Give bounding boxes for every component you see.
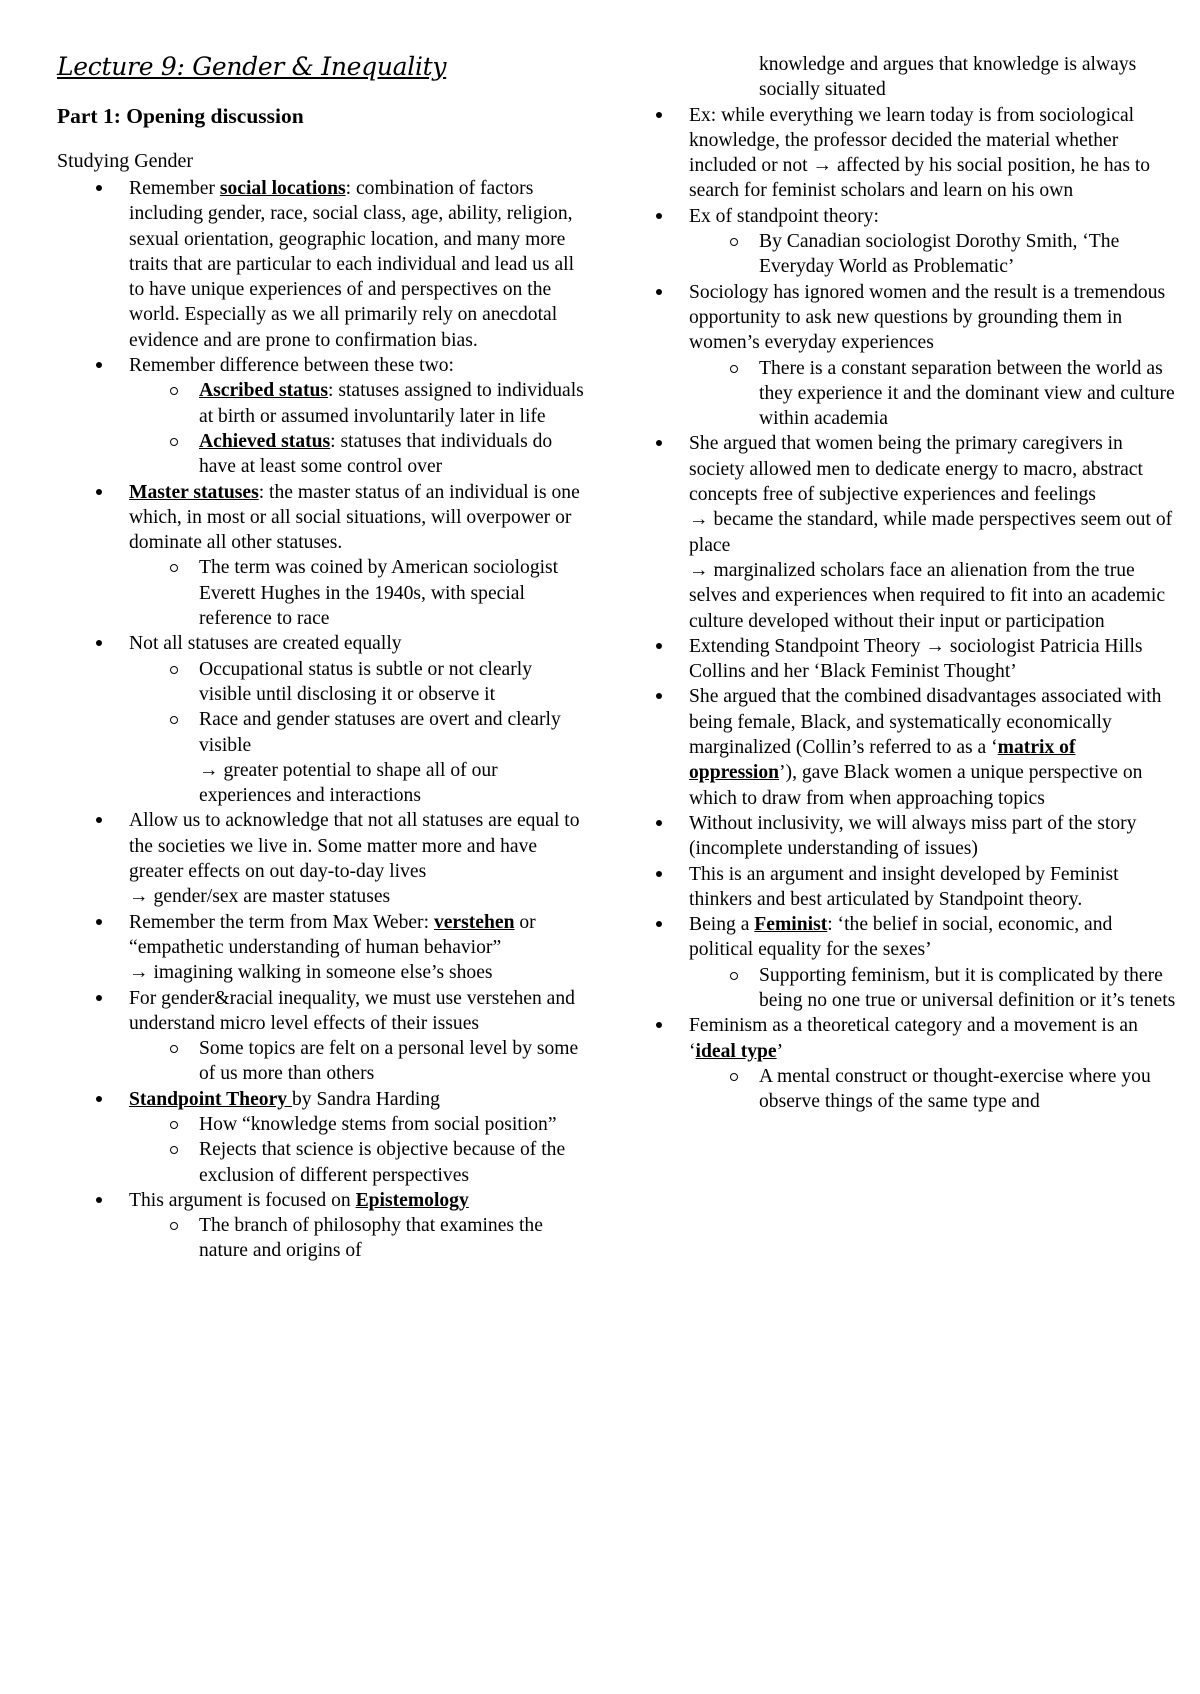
section-heading: Studying Gender <box>57 150 194 172</box>
bullet-item <box>617 204 1177 229</box>
item-text: Remember the term from Max Weber: <box>129 911 434 933</box>
sub-bullet-item <box>617 1064 1177 1115</box>
bullet-item <box>617 1013 1177 1064</box>
bullet-item <box>57 631 585 656</box>
item-text: Being a <box>689 914 755 936</box>
item-text: How “knowledge stems from social position” <box>199 1113 557 1135</box>
item-text: She argued that the combined disadvantages associated with being female, Black, and systematically economically marginalized (Collin’s referred to as a ‘ <box>689 686 1162 759</box>
item-text: Supporting feminism, but it is complicated by there being no one true or universal definition or it’s tenets <box>759 964 1176 1011</box>
item-text: She argued that women being the primary caregivers in society allowed men to dedicate energy to macro, abstract concepts free of subjective experiences and feelings <box>689 433 1143 506</box>
item-text: The term was coined by American sociologist Everett Hughes in the 1940s, with special reference to race <box>199 557 559 630</box>
item-text: → imagining walking in someone else’s shoes <box>129 962 493 984</box>
bullet-item <box>617 912 1177 963</box>
item-text: Sociology has ignored women and the result is a tremendous opportunity to ask new questions by grounding them in women’s everyday experiences <box>689 281 1166 354</box>
item-text: Rejects that science is objective because of the exclusion of different perspectives <box>199 1139 566 1186</box>
sub-bullet-item <box>617 356 1177 432</box>
right-notes-list <box>617 52 1177 1114</box>
bullet-item <box>617 684 1177 810</box>
item-text: Remember difference between these two: <box>129 355 454 377</box>
sub-continuation-line <box>617 52 1177 103</box>
item-text: Occupational status is subtle or not clearly visible until disclosing it or observe it <box>199 658 533 705</box>
sub-bullet-item <box>57 1036 585 1087</box>
item-text: : statuses that individuals do have at least some control over <box>199 430 553 478</box>
item-text: This is an argument and insight developed by Feminist thinkers and best articulated by Standpoint theory. <box>689 863 1119 910</box>
item-text: Without inclusivity, we will always miss part of the story (incomplete understanding of issues) <box>689 812 1137 860</box>
sub-bullet-item <box>57 378 585 429</box>
bullet-item <box>57 353 585 378</box>
item-text: ’), gave Black women a unique perspective on which to draw from when approaching topics <box>689 762 1143 809</box>
item-text: : combination of factors including gender, race, social class, age, ability, religion, sexual orientation, geographic location, and many more traits that are particular to each individual and lead us all to have unique experiences of and perspectives on the world. Especially as we all primarily rely on anecdotal evidence and are prone to confirmation bias. <box>129 178 575 351</box>
bullet-item <box>57 808 585 884</box>
bullet-item <box>617 811 1177 862</box>
continuation-line <box>57 884 585 909</box>
key-term: Epistemology <box>355 1189 469 1211</box>
item-text: Remember <box>129 178 220 199</box>
key-term: Standpoint Theory <box>129 1088 292 1110</box>
sub-bullet-item <box>57 1213 585 1264</box>
key-term: Achieved status <box>199 430 331 452</box>
item-text: There is a constant separation between the world as they experience it and the dominant view and culture within academia <box>759 357 1175 430</box>
key-term: Master statuses <box>129 481 259 503</box>
key-term: matrix of oppression <box>689 737 1076 784</box>
bullet-item <box>617 103 1177 204</box>
item-text: → greater potential to shape all of our experiences and interactions <box>199 759 498 807</box>
bullet-item <box>57 480 585 556</box>
item-text: or “empathetic understanding of human behavior” <box>129 911 536 958</box>
item-text: Some topics are felt on a personal level by some of us more than others <box>199 1038 579 1085</box>
bullet-item <box>617 634 1177 685</box>
item-text: Feminism as a theoretical category and a movement is an ‘ <box>689 1015 1138 1062</box>
key-term: ideal type <box>695 1040 777 1062</box>
bullet-item <box>57 910 585 961</box>
item-text: : the master status of an individual is one which, in most or all social situations, will overpower or dominate all other statuses. <box>129 481 580 554</box>
sub-bullet-item <box>57 657 585 708</box>
item-text: : ‘the belief in social, economic, and political equality for the sexes’ <box>689 914 1113 961</box>
item-text: Not all statuses are created equally <box>129 633 402 655</box>
item-text: Ex of standpoint theory: <box>689 205 879 227</box>
continuation-line <box>617 558 1177 634</box>
sub-bullet-item <box>57 707 585 758</box>
item-text: by Sandra Harding <box>291 1088 440 1110</box>
lecture-title: Lecture 9: Gender & Inequality <box>57 52 447 81</box>
item-text: Allow us to acknowledge that not all statuses are equal to the societies we live in. Some matter more and have greater effects on out day-to-day lives <box>129 810 580 883</box>
sub-bullet-item <box>57 1112 585 1137</box>
bullet-item <box>57 1087 585 1112</box>
item-text: Ex: while everything we learn today is from sociological knowledge, the professor decided the material whether included or not → affected by his social position, he has to search for feminist scholars and learn on his own <box>689 104 1151 202</box>
key-term: Feminist <box>754 914 828 936</box>
bullet-item <box>57 1188 585 1213</box>
item-text: → marginalized scholars face an alienation from the true selves and experiences when required to fit into an academic culture developed without their input or participation <box>689 559 1166 632</box>
sub-bullet-item <box>617 229 1177 280</box>
key-term: social locations <box>219 178 346 199</box>
part-heading: Part 1: Opening discussion <box>57 104 304 128</box>
item-text: Extending Standpoint Theory → sociologist Patricia Hills Collins and her ‘Black Feminist Thought’ <box>689 635 1143 683</box>
key-term: Ascribed status <box>199 380 328 402</box>
sub-bullet-item <box>617 963 1177 1014</box>
item-text: The branch of philosophy that examines the nature and origins of <box>199 1215 543 1262</box>
item-text: → gender/sex are master statuses <box>129 886 391 908</box>
item-text: A mental construct or thought-exercise where you observe things of the same type and <box>759 1065 1151 1113</box>
bullet-item <box>57 176 585 353</box>
key-term: verstehen <box>433 911 515 933</box>
item-text: For gender&racial inequality, we must use verstehen and understand micro level effects of their issues <box>129 987 575 1034</box>
item-text: Race and gender statuses are overt and clearly visible <box>199 709 561 756</box>
continuation-line <box>617 507 1177 558</box>
sub-bullet-item <box>57 429 585 480</box>
left-notes-list <box>57 176 585 1264</box>
item-text: By Canadian sociologist Dorothy Smith, ‘The Everyday World as Problematic’ <box>759 231 1120 278</box>
item-text: This argument is focused on <box>129 1189 356 1211</box>
item-text: ’ <box>776 1040 784 1062</box>
bullet-item <box>617 431 1177 507</box>
bullet-item <box>57 986 585 1037</box>
item-text: → became the standard, while made perspectives seem out of place <box>689 509 1173 556</box>
sub-continuation-line <box>57 758 585 809</box>
item-text: : statuses assigned to individuals at birth or assumed involuntarily later in life <box>199 380 584 427</box>
item-text: knowledge and argues that knowledge is always socially situated <box>759 54 1137 101</box>
bullet-item <box>617 862 1177 913</box>
sub-bullet-item <box>57 1137 585 1188</box>
sub-bullet-item <box>57 555 585 631</box>
bullet-item <box>617 280 1177 356</box>
continuation-line <box>57 960 585 985</box>
